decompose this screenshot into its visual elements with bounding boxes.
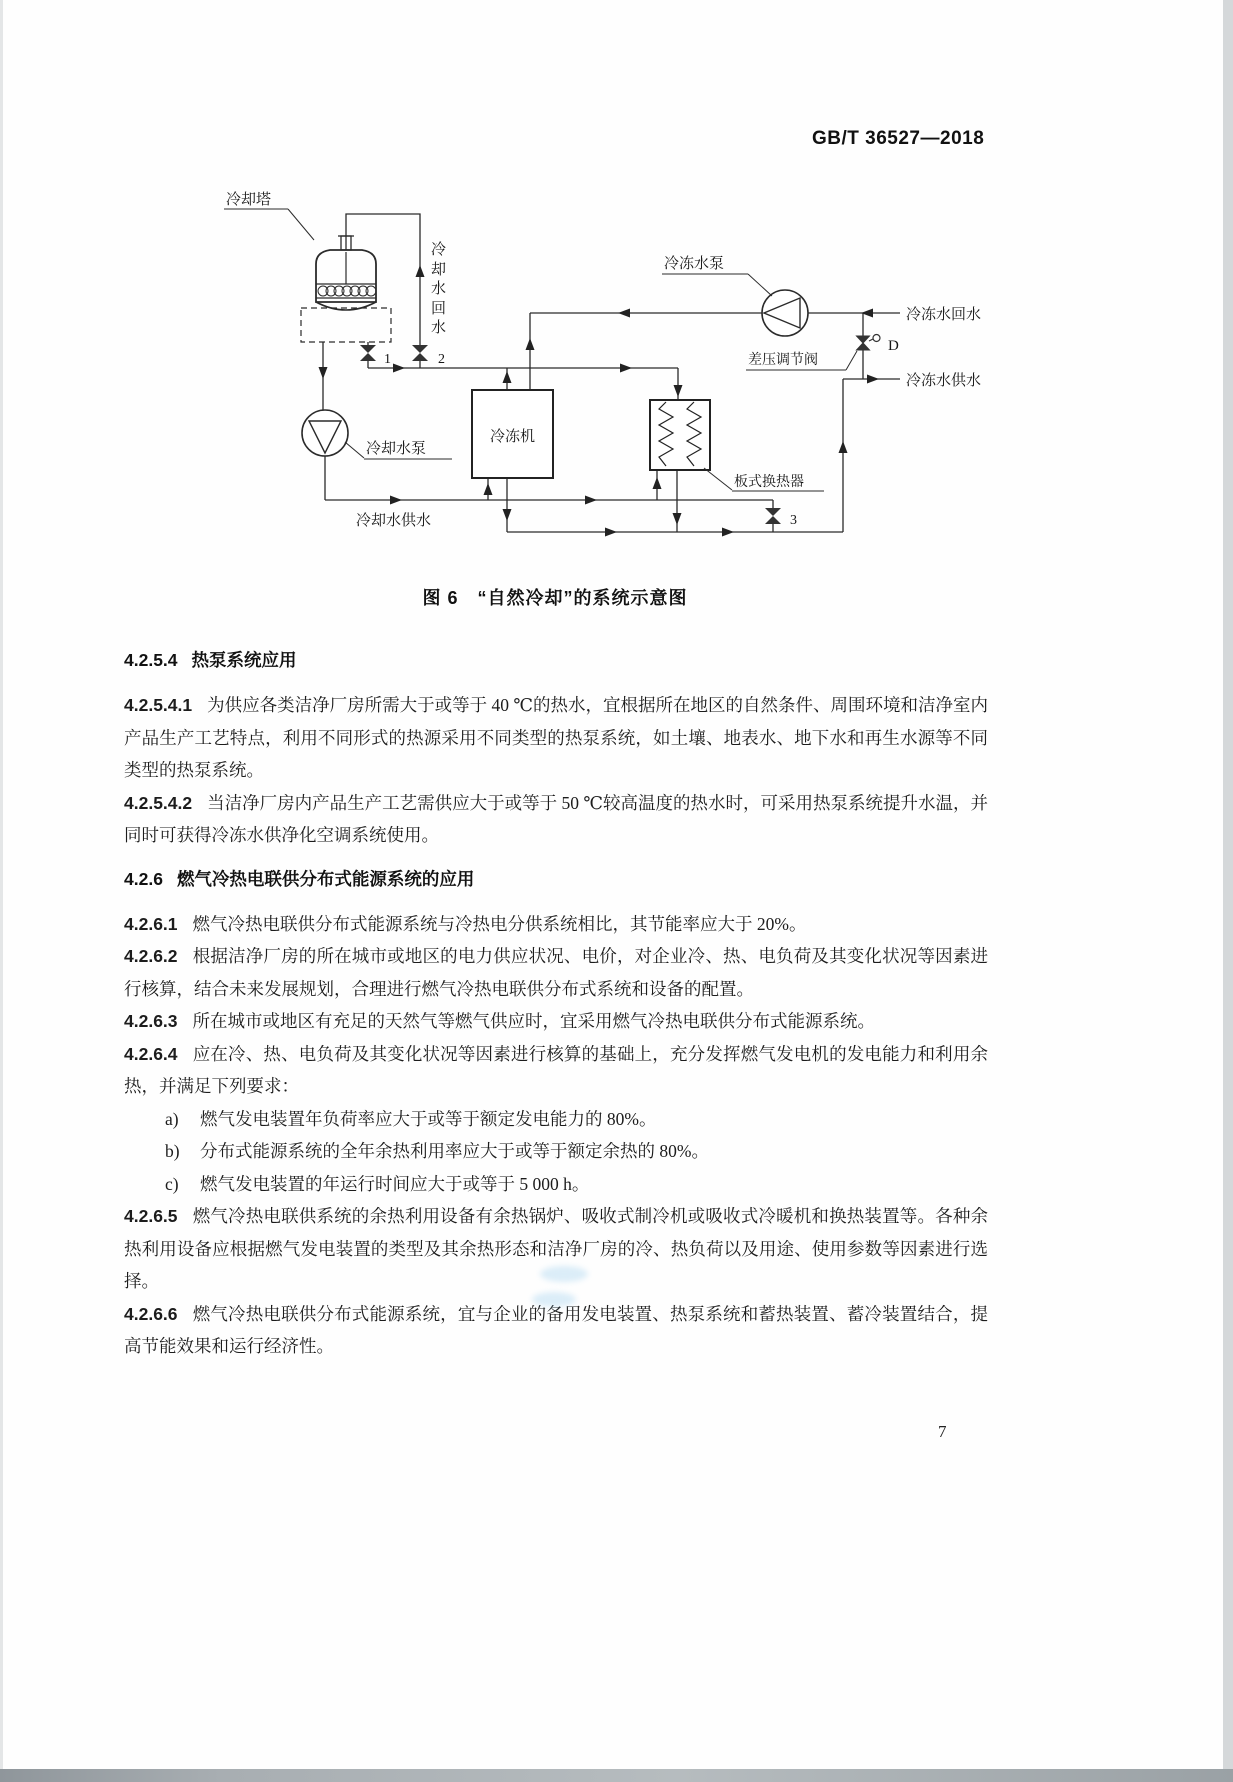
scan-edge-bottom [0,1769,1233,1782]
chiller-label: 冷冻机 [490,429,536,445]
tower-basin-dashed [301,308,391,342]
natural-cooling-schematic [0,0,1233,560]
pressure-diff-valve-label: 差压调节阀 [748,353,818,368]
clause-4-2-6-6 [124,1298,988,1363]
list-item-b [124,1135,988,1168]
pressure-diff-valve-symbol [857,335,881,351]
clause-4-2-6-5 [124,1200,988,1298]
chilled-water-pump-symbol [762,290,808,336]
clause-text: 根据洁净厂房的所在城市或地区的电力供应状况、电价，对企业冷、热、电负荷及其变化状况等因素进行核算，结合未来发展规划，合理进行燃气冷热电联供分布式系统和设备的配置。 [124,946,988,999]
clause-number: 4.2.5.4 [124,650,178,670]
valve-3 [765,508,781,524]
clause-text: 燃气冷热电联供分布式能源系统与冷热电分供系统相比，其节能率应大于 20%。 [192,913,807,934]
scan-watermark-smudge [532,1292,576,1307]
cooling-water-pump-label: 冷却水泵 [366,441,427,457]
plate-heat-exchanger-label: 板式换热器 [734,475,804,490]
clause-4-2-6-1 [124,908,988,941]
list-item-c [124,1168,988,1201]
heading-4-2-5-4 [124,648,988,672]
pipes [323,214,900,532]
clause-text: 燃气冷热电联供分布式能源系统，宜与企业的备用发电装置、热泵系统和蓄热装置、蓄冷装置结合，提高节能效果和运行经济性。 [124,1303,988,1356]
valve-d-letter: D [888,338,899,354]
clause-number: 4.2.6.5 [124,1206,178,1226]
cooling-tower-label: 冷却塔 [226,192,272,208]
heading-title: 热泵系统应用 [191,650,297,670]
list-item-text: 燃气发电装置年负荷率应大于或等于额定发电能力的 80%。 [200,1108,657,1129]
clause-number: 4.2.6 [124,868,163,889]
clause-number: 4.2.6.1 [124,913,178,934]
chilled-water-return-label: 冷冻水回水 [906,307,982,323]
body-text-column [124,648,988,1363]
clause-number: 4.2.6.3 [124,1011,178,1031]
clause-text: 当洁净厂房内产品生产工艺需供应大于或等于 50 ℃较高温度的热水时，可采用热泵系统提升水温，并同时可获得冷冻水供净化空调系统使用。 [124,792,988,845]
cooling-water-return-vertical-label: 冷却水回水 [430,242,446,336]
clause-number: 4.2.5.4.1 [124,695,193,715]
cooling-water-supply-label: 冷却水供水 [356,513,432,529]
chilled-water-pump-label: 冷冻水泵 [664,256,725,272]
list-item-text: 燃气发电装置的年运行时间应大于或等于 5 000 h。 [200,1173,590,1194]
valve-2 [412,345,428,361]
list-marker: a) [165,1108,179,1129]
valve-2-number: 2 [438,352,445,367]
clause-number: 4.2.6.4 [124,1043,178,1064]
list-item-text: 分布式能源系统的全年余热利用率应大于或等于额定余热的 80%。 [200,1141,709,1161]
clause-number: 4.2.6.2 [124,946,178,966]
cooling-water-pump-symbol [302,410,348,456]
scan-watermark-smudge [540,1266,588,1282]
plate-heat-exchanger-symbol [650,400,710,470]
clause-text: 燃气冷热电联供系统的余热利用设备有余热锅炉、吸收式制冷机或吸收式冷暖机和换热装置等。各种余热利用设备应根据燃气发电装置的类型及其余热形态和洁净厂房的冷、热负荷以及用途、使用参数等因素进行选择。 [124,1206,988,1291]
valve-1 [360,345,376,361]
clause-4-2-5-4-1 [124,689,988,787]
clause-text: 所在城市或地区有充足的天然气等燃气供应时，宜采用燃气冷热电联供分布式能源系统。 [192,1011,876,1031]
heading-4-2-6 [124,867,988,891]
page-number: 7 [938,1422,947,1441]
scan-edge-left [0,0,3,1782]
heading-title: 燃气冷热电联供分布式能源系统的应用 [176,868,475,889]
clause-4-2-6-2 [124,940,988,1005]
valve-3-number: 3 [790,513,797,528]
chilled-water-supply-label: 冷冻水供水 [906,373,982,389]
clause-4-2-6-4 [124,1038,988,1103]
list-marker: b) [165,1141,180,1161]
clause-text: 应在冷、热、电负荷及其变化状况等因素进行核算的基础上，充分发挥燃气发电机的发电能力和利用余热，并满足下列要求： [124,1043,988,1096]
clause-number: 4.2.6.6 [124,1303,178,1324]
requirement-list [124,1103,988,1201]
clause-number: 4.2.5.4.2 [124,792,193,813]
valve-1-number: 1 [384,352,391,367]
scan-edge-right [1223,0,1233,1782]
list-marker: c) [165,1173,179,1194]
clause-4-2-5-4-2 [124,787,988,852]
figure-caption: 图 6 “自然冷却”的系统示意图 [422,588,688,608]
document-number: GB/T 36527—2018 [812,128,985,149]
clause-4-2-6-3 [124,1005,988,1038]
clause-text: 为供应各类洁净厂房所需大于或等于 40 ℃的热水，宜根据所在地区的自然条件、周围环境和洁净室内产品生产工艺特点，利用不同形式的热源采用不同类型的热泵系统，如土壤、地表水、地下水和再生水源等不同类型的热泵系统。 [124,695,988,780]
list-item-a [124,1103,988,1136]
